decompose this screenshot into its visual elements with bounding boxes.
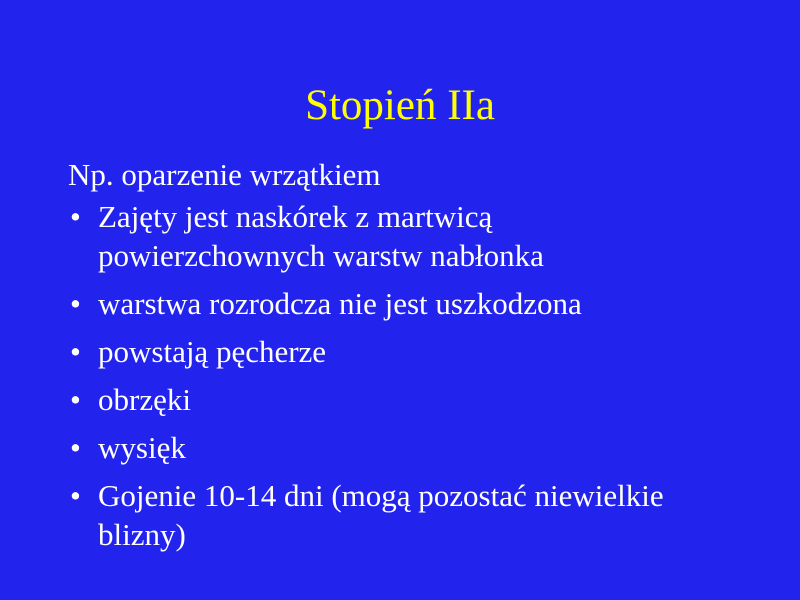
bullet-item xyxy=(68,332,708,371)
slide-title: Stopień IIa xyxy=(305,82,495,129)
bullet-item xyxy=(68,197,708,275)
bullet-item xyxy=(68,284,708,323)
bullet-text: Gojenie 10-14 dni (mogą pozostać niewielkie blizny) xyxy=(98,478,664,552)
bullet-text: Zajęty jest naskórek z martwicą powierzchownych warstw nabłonka xyxy=(98,199,544,273)
bullet-text: obrzęki xyxy=(98,382,191,417)
intro-text: Np. oparzenie wrzątkiem xyxy=(68,157,381,192)
bullet-item xyxy=(68,476,708,554)
bullet-item xyxy=(68,428,708,467)
bullet-list xyxy=(68,197,708,563)
bullet-text: wysięk xyxy=(98,430,186,465)
bullet-item xyxy=(68,380,708,419)
bullet-text: warstwa rozrodcza nie jest uszkodzona xyxy=(98,286,582,321)
bullet-text: powstają pęcherze xyxy=(98,334,327,369)
